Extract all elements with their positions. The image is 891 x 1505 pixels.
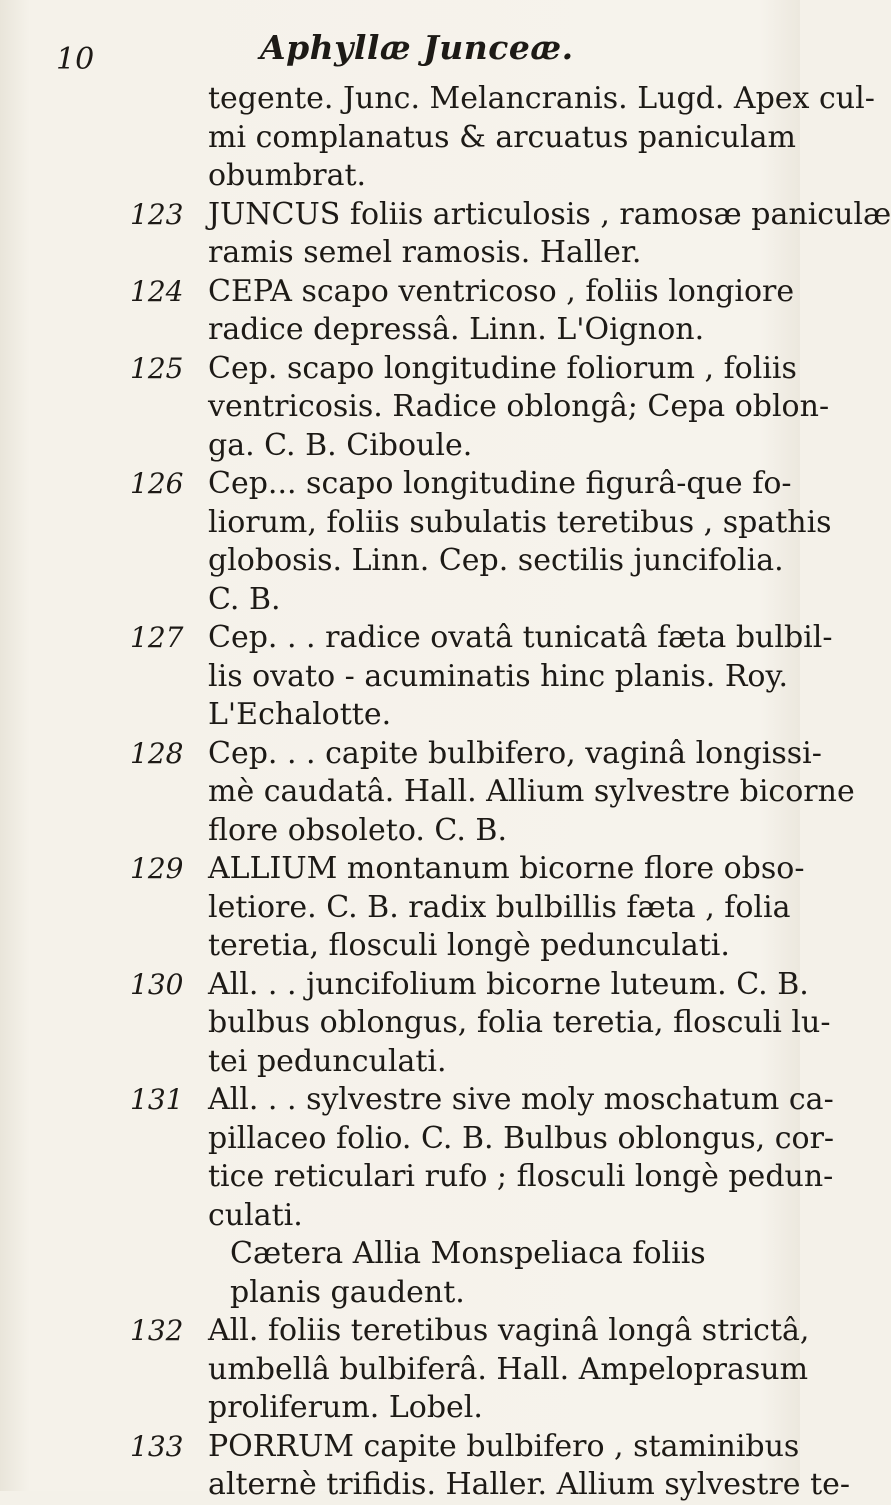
entry-number: 131 [130,1083,184,1116]
entry-line: JUNCUS foliis articulosis , ramosæ paniculæ [208,196,891,232]
section-note: Cætera Allia Monspeliaca foliis planis gaudent. [230,1236,706,1310]
entry-132 [0,1312,810,1428]
entries-list [0,80,891,1505]
entry-line: ventricosis. Radice oblongâ; Cepa oblon- [208,389,830,424]
entry-129 [0,850,805,966]
entry-125 [0,350,830,466]
entry-126 [0,465,832,619]
entry-number: 124 [130,274,184,308]
entry-133 [0,1428,851,1505]
entry-line: Cep... scapo longitudine figurâ-que fo- [208,466,792,501]
entry-124 [0,273,800,350]
entry-line: culati. [208,1197,303,1233]
entry-number: 128 [130,736,184,770]
entry-number: 125 [130,351,184,385]
entry-number: 127 [130,621,184,654]
entry-number: 123 [130,197,184,231]
entry-line: tice reticulari rufo ; flosculi longè pedun- [208,1159,834,1194]
page-header [50,28,760,78]
entry-line: flore obsoleto. C. B. [208,812,507,848]
running-title: Aphyllæ Junceæ. [260,28,574,67]
entry-line: All. . . sylvestre sive moly moschatum ca- [208,1082,834,1117]
entry-line: umbellâ bulbiferâ. Hall. Ampeloprasum [208,1351,809,1387]
entry-line: ga. C. B. Ciboule. [208,427,473,463]
entry-line: obumbrat. [208,158,367,193]
entry-line: CEPA scapo ventricoso , foliis longiore [208,273,795,309]
entry-line: mi complanatus & arcuatus paniculam [208,119,796,155]
entry-line: radice depressâ. Linn. L'Oignon. [208,312,705,347]
entry-line: Cep. . . radice ovatâ tunicatâ fæta bulbil- [208,620,833,655]
entry-line: bulbus oblongus, folia teretia, flosculi lu- [208,1005,831,1040]
entry-line: All. . . juncifolium bicorne luteum. C. B. [208,966,809,1002]
entry-line: C. B. [208,581,281,617]
entry-line: mè caudatâ. Hall. Allium sylvestre bicorne [208,774,855,809]
entry-line: liorum, foliis subulatis teretibus , spathis [208,504,832,540]
entry-line: All. foliis teretibus vaginâ longâ strictâ, [208,1313,810,1348]
entry-number: 130 [130,967,184,1001]
entry-line: lis ovato - acuminatis hinc planis. Roy. [208,658,788,694]
page-number: 10 [56,42,95,77]
entry-number: 132 [130,1314,184,1347]
entry-130 [0,966,831,1082]
entry-line: L'Echalotte. [208,697,392,732]
entry-line: proliferum. Lobel. [208,1390,483,1425]
entry-number: 129 [130,852,184,885]
entry-line: ramis semel ramosis. Haller. [208,235,642,270]
entry-131 [0,1081,835,1235]
entry-line: letiore. C. B. radix bulbillis fæta , folia [208,889,791,925]
entry-line: PORRUM capite bulbifero , staminibus [208,1428,800,1464]
entry-line: tegente. Junc. Melancranis. Lugd. Apex cul- [208,81,875,116]
entry-128 [0,735,855,851]
entry-line: ALLIUM montanum bicorne flore obso- [208,851,805,886]
entry-line: alternè trifidis. Haller. Allium sylvestre te- [208,1467,851,1502]
entry-number: 133 [130,1429,184,1463]
entry-line: globosis. Linn. Cep. sectilis juncifolia. [208,543,784,578]
entry-123 [0,196,891,273]
entry-line: teretia, flosculi longè pedunculati. [208,928,730,963]
entry-continuation [0,80,875,196]
entry-line: Cep. . . capite bulbifero, vaginâ longissi- [208,735,822,771]
entry-127 [0,619,833,735]
entry-line: tei pedunculati. [208,1043,447,1079]
entry-line: Cep. scapo longitudine foliorum , foliis [208,350,797,386]
entry-line: pillaceo folio. C. B. Bulbus oblongus, cor- [208,1120,835,1156]
entry-number: 126 [130,467,184,500]
